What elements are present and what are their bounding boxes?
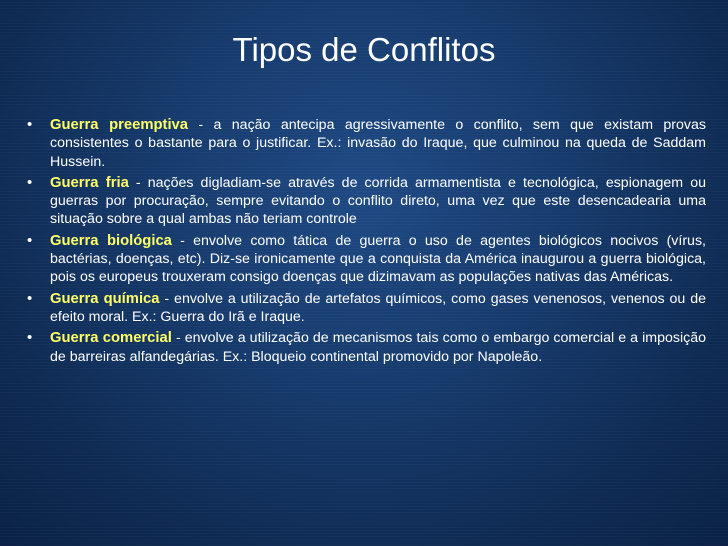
item-term: Guerra biológica (50, 232, 172, 249)
bullet-icon: • (27, 289, 33, 307)
list-item-guerra-biologica (26, 232, 706, 287)
list-item-guerra-fria (26, 174, 706, 229)
item-term: Guerra comercial (50, 330, 172, 347)
item-term: Guerra fria (50, 174, 129, 191)
item-description: - envolve como tática de guerra o uso de agentes biológicos nocivos (vírus, bactérias, doenças, etc). Diz-se ironicamente que a conquista da América inaugurou a guerra biológica, pois os europeus trouxeram consigo doenças que dizimavam as populações nativas das Américas. (50, 232, 706, 286)
bullet-icon: • (27, 329, 33, 347)
list-item-guerra-quimica (26, 290, 706, 327)
item-description: - envolve a utilização de mecanismos tais como o embargo comercial e a imposição de barreiras alfandegárias. Ex.: Bloqueio continental promovido por Napoleão. (50, 330, 707, 365)
bullet-icon: • (27, 231, 33, 249)
item-term: Guerra preemptiva (50, 117, 189, 133)
item-description: - nações digladiam-se através de corrida armamentista e tecnológica, espionagem ou guerras por procuração, sempre evitando o conflito direto, uma vez que este desencadearia uma situação sobre a qual ambas não teriam controle (50, 174, 706, 228)
list-item-guerra-preemptiva (26, 116, 706, 171)
bullet-icon: • (27, 116, 33, 133)
bullet-icon: • (27, 173, 33, 191)
conflict-types-list (26, 116, 706, 369)
item-description: - a nação antecipa agressivamente o conflito, sem que existam provas consistentes o bastante para o justificar. Ex.: invasão do Iraque, que culminou na queda de Saddam Hussein. (50, 117, 706, 170)
list-item-guerra-comercial (26, 329, 706, 366)
item-description: - envolve a utilização de artefatos químicos, como gases venenosos, venenos ou de efeito moral. Ex.: Guerra do Irã e Iraque. (50, 290, 706, 325)
slide-title: Tipos de Conflitos (232, 31, 496, 68)
item-term: Guerra química (50, 290, 160, 307)
